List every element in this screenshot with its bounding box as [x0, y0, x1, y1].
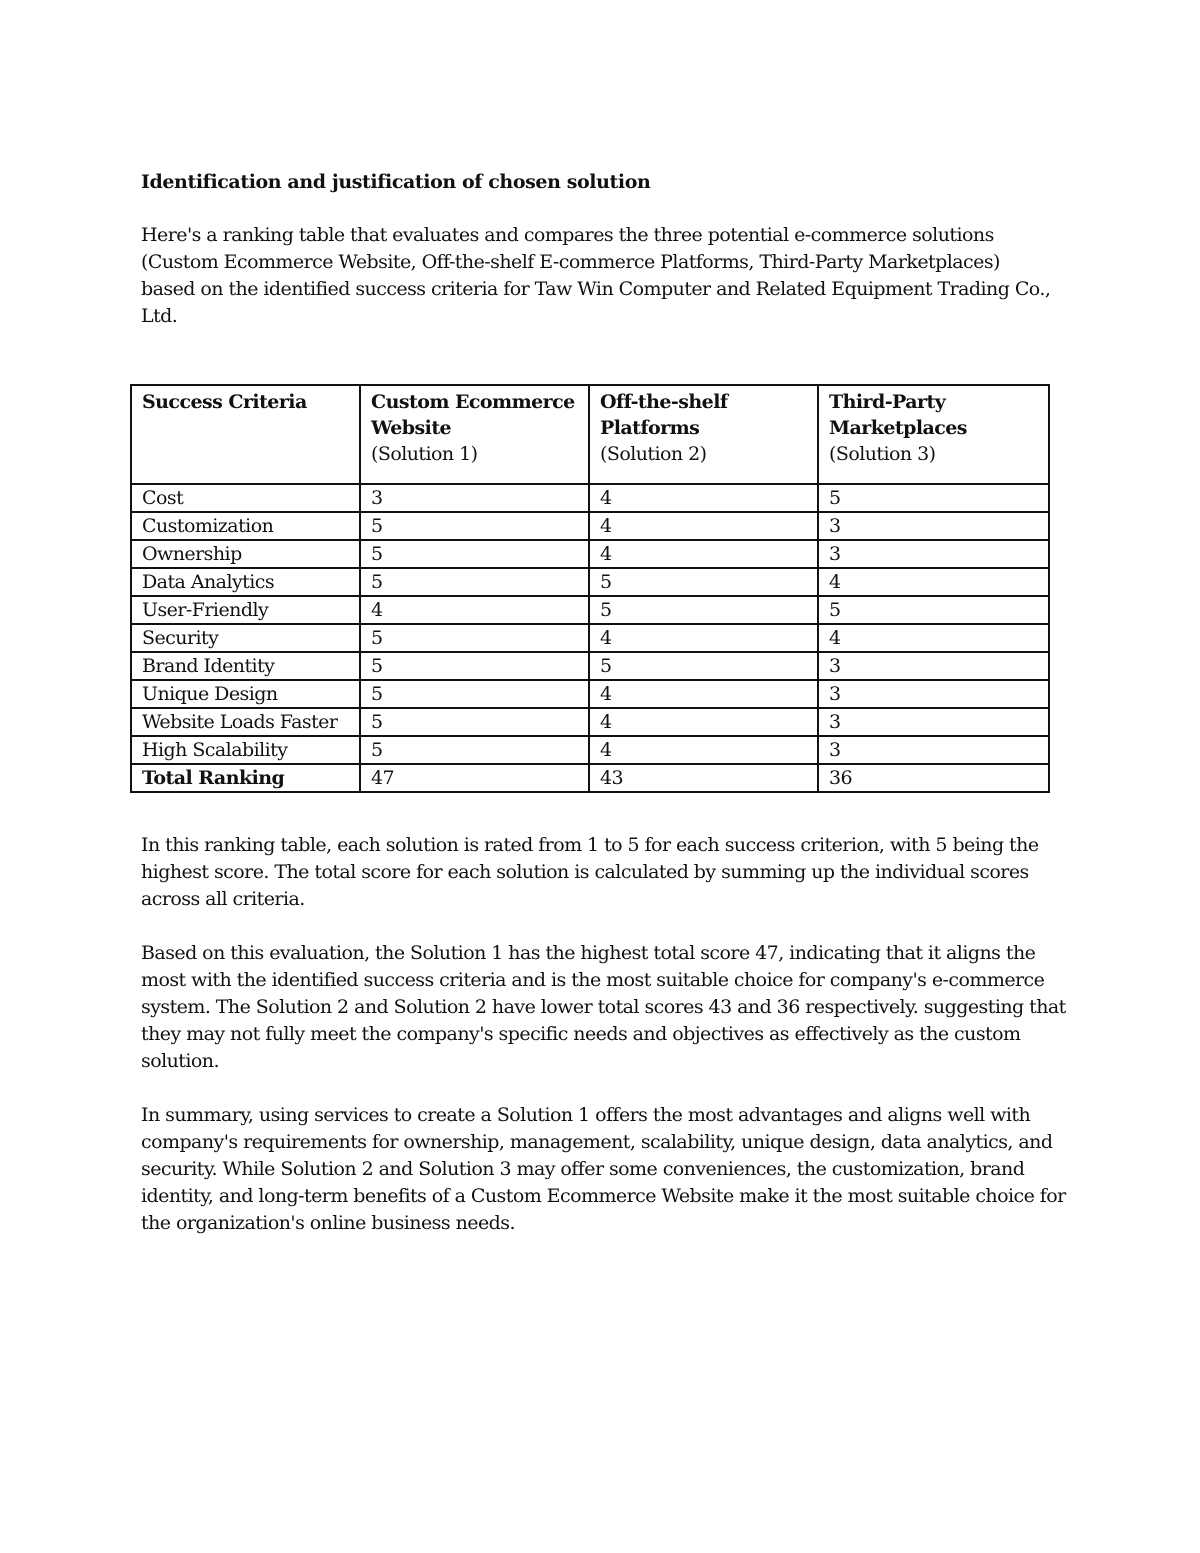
score-cell: 5 [360, 708, 589, 736]
score-cell: 5 [360, 736, 589, 764]
score-cell: 5 [360, 512, 589, 540]
table-row [131, 484, 1049, 512]
ranking-explanation-paragraph: In this ranking table, each solution is rated from 1 to 5 for each success criterion, with 5 being the highest score. The total score for each solution is calculated by summing up the individual scores across all criteria. [141, 834, 1039, 910]
criterion-cell: Brand Identity [131, 652, 360, 680]
intro-paragraph: Here's a ranking table that evaluates and compares the three potential e-commerce solutions (Custom Ecommerce Website, Off-the-shelf E-commerce Platforms, Third-Party Marketplaces) based on the identified success criteria for Taw Win Computer and Related Equipment Trading Co., Ltd. [141, 224, 1051, 327]
analysis-section [141, 832, 1066, 1264]
document-page [141, 168, 1061, 330]
score-cell: 5 [360, 652, 589, 680]
criterion-cell: Security [131, 624, 360, 652]
header-subtitle: (Solution 3) [829, 443, 936, 465]
table-row [131, 708, 1049, 736]
score-cell: 4 [589, 708, 818, 736]
score-cell: 4 [360, 596, 589, 624]
header-success-criteria [131, 385, 360, 484]
total-score-cell: 43 [589, 764, 818, 792]
score-cell: 5 [589, 568, 818, 596]
score-cell: 4 [589, 680, 818, 708]
score-cell: 3 [818, 708, 1049, 736]
header-subtitle: (Solution 2) [600, 443, 707, 465]
score-cell: 5 [360, 680, 589, 708]
table-row [131, 652, 1049, 680]
score-cell: 3 [818, 680, 1049, 708]
header-title: Success Criteria [142, 391, 307, 413]
header-title: Custom Ecommerce Website [371, 391, 575, 439]
score-cell: 3 [360, 484, 589, 512]
score-cell: 5 [818, 484, 1049, 512]
score-cell: 5 [360, 540, 589, 568]
criterion-cell: Customization [131, 512, 360, 540]
criterion-cell: Website Loads Faster [131, 708, 360, 736]
score-cell: 3 [818, 540, 1049, 568]
section-heading: Identification and justification of chosen solution [141, 171, 651, 193]
score-cell: 3 [818, 512, 1049, 540]
score-cell: 4 [589, 512, 818, 540]
score-cell: 4 [589, 736, 818, 764]
total-label: Total Ranking [131, 764, 360, 792]
score-cell: 5 [360, 624, 589, 652]
table-row [131, 540, 1049, 568]
total-row [131, 764, 1049, 792]
header-title: Third-Party Marketplaces [829, 391, 967, 439]
evaluation-paragraph: Based on this evaluation, the Solution 1 has the highest total score 47, indicating that it aligns the most with the identified success criteria and is the most suitable choice for company's e-commerce system. The Solution 2 and Solution 2 have lower total scores 43 and 36 respectively. suggesting that they may not fully meet the company's specific needs and objectives as effectively as the custom solution. [141, 942, 1066, 1072]
score-cell: 4 [589, 624, 818, 652]
table-row [131, 568, 1049, 596]
table-row [131, 624, 1049, 652]
score-cell: 4 [818, 568, 1049, 596]
ranking-table [130, 384, 1050, 793]
header-solution-3 [818, 385, 1049, 484]
total-score-cell: 36 [818, 764, 1049, 792]
score-cell: 3 [818, 652, 1049, 680]
criterion-cell: Ownership [131, 540, 360, 568]
score-cell: 5 [589, 596, 818, 624]
header-title: Off-the-shelf Platforms [600, 391, 728, 439]
table-row [131, 596, 1049, 624]
summary-paragraph: In summary, using services to create a Solution 1 offers the most advantages and aligns well with company's requirements for ownership, management, scalability, unique design, data analytics, and security. While Solution 2 and Solution 3 may offer some conveniences, the customization, brand identity, and long-term benefits of a Custom Ecommerce Website make it the most suitable choice for the organization's online business needs. [141, 1104, 1066, 1234]
score-cell: 3 [818, 736, 1049, 764]
header-subtitle: (Solution 1) [371, 443, 478, 465]
score-cell: 5 [360, 568, 589, 596]
criterion-cell: Data Analytics [131, 568, 360, 596]
score-cell: 4 [589, 484, 818, 512]
header-solution-2 [589, 385, 818, 484]
table-row [131, 680, 1049, 708]
criterion-cell: Cost [131, 484, 360, 512]
table-row [131, 512, 1049, 540]
table-header-row [131, 385, 1049, 484]
score-cell: 5 [818, 596, 1049, 624]
criterion-cell: Unique Design [131, 680, 360, 708]
table-row [131, 736, 1049, 764]
criterion-cell: User-Friendly [131, 596, 360, 624]
score-cell: 5 [589, 652, 818, 680]
score-cell: 4 [589, 540, 818, 568]
header-solution-1 [360, 385, 589, 484]
score-cell: 4 [818, 624, 1049, 652]
total-score-cell: 47 [360, 764, 589, 792]
criterion-cell: High Scalability [131, 736, 360, 764]
